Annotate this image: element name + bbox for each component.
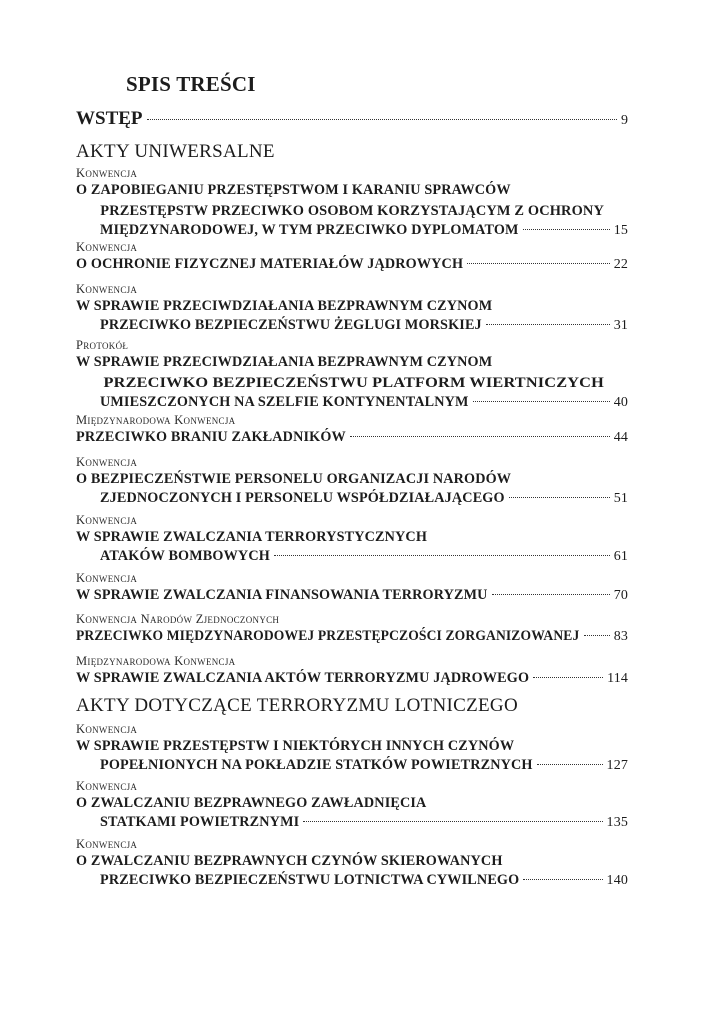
document-kind: Konwencja — [76, 571, 138, 585]
entry-title-line: W SPRAWIE ZWALCZANIA AKTÓW TERRORYZMU JĄDROWEGO — [76, 670, 530, 686]
entry-title-line: O ZWALCZANIU BEZPRAWNYCH CZYNÓW SKIEROWANYCH — [76, 853, 503, 869]
document-kind: Konwencja — [76, 779, 138, 793]
entry-title-line: UMIESZCZONYCH NA SZELFIE KONTYNENTALNYM — [100, 394, 469, 410]
toc-entry[interactable] — [76, 337, 628, 412]
dot-leader — [537, 764, 603, 765]
toc-entry[interactable] — [76, 165, 628, 240]
entry-title-line: O OCHRONIE FIZYCZNEJ MATERIAŁÓW JĄDROWYCH — [76, 256, 464, 272]
dot-leader — [584, 635, 610, 636]
page-number: 40 — [613, 395, 628, 410]
entry-title-line: PRZECIWKO BRANIU ZAKŁADNIKÓW — [76, 429, 346, 445]
entry-title-last-line — [76, 489, 628, 508]
dot-leader — [523, 229, 610, 230]
entry-title-last-line — [76, 871, 628, 890]
entry-title-line: ATAKÓW BOMBOWYCH — [100, 548, 270, 564]
document-kind: Protokół — [76, 338, 129, 352]
page-number: 70 — [613, 588, 628, 603]
entry-title-line: MIĘDZYNARODOWEJ, W TYM PRZECIWKO DYPLOMATOM — [100, 222, 519, 238]
entry-title-last-line — [76, 813, 628, 832]
page-number: 61 — [613, 549, 628, 564]
dot-leader — [523, 879, 602, 880]
toc-entry[interactable] — [76, 721, 628, 775]
entry-title-line: W SPRAWIE PRZECIWDZIAŁANIA BEZPRAWNYM CZYNOM — [76, 354, 493, 370]
page-number: 9 — [621, 113, 628, 128]
toc-entry[interactable] — [76, 778, 628, 832]
intro-label: WSTĘP — [76, 108, 143, 129]
dot-leader — [509, 497, 610, 498]
entry-title-last-line — [76, 255, 628, 274]
dot-leader — [492, 594, 610, 595]
toc-title: SPIS TREŚCI — [126, 72, 256, 96]
document-kind: Konwencja — [76, 513, 138, 527]
toc-entry[interactable] — [76, 512, 628, 566]
page-number: 15 — [613, 223, 628, 238]
section-heading: AKTY UNIWERSALNE — [76, 141, 275, 162]
section-heading: AKTY DOTYCZĄCE TERRORYZMU LOTNICZEGO — [76, 695, 518, 716]
entry-title-line: W SPRAWIE ZWALCZANIA FINANSOWANIA TERRORYZMU — [76, 587, 488, 603]
entry-title-last-line — [76, 428, 628, 447]
toc-entry-intro[interactable] — [76, 108, 628, 134]
entry-title-last-line — [76, 221, 628, 240]
toc-entry[interactable] — [76, 653, 628, 688]
entry-title-line: STATKAMI POWIETRZNYMI — [100, 814, 300, 830]
dot-leader — [274, 555, 610, 556]
entry-title-last-line — [76, 586, 628, 605]
entry-title-line: O ZAPOBIEGANIU PRZESTĘPSTWOM I KARANIU SPRAWCÓW — [76, 182, 511, 198]
dot-leader — [473, 401, 610, 402]
dot-leader — [467, 263, 610, 264]
toc-entry[interactable] — [76, 239, 628, 274]
toc-entry[interactable] — [76, 412, 628, 447]
document-kind: Konwencja — [76, 166, 138, 180]
entry-title-line: PRZECIWKO BEZPIECZEŃSTWU ŻEGLUGI MORSKIEJ — [100, 317, 482, 333]
page-number: 135 — [606, 815, 628, 830]
page-number: 44 — [613, 430, 628, 445]
dot-leader — [303, 821, 602, 822]
toc-entry[interactable] — [76, 570, 628, 605]
entry-title-line: ZJEDNOCZONYCH I PERSONELU WSPÓŁDZIAŁAJĄCEGO — [100, 490, 505, 506]
page-number: 83 — [613, 629, 628, 644]
dot-leader — [350, 436, 610, 437]
entry-title-last-line — [76, 316, 628, 335]
entry-title-last-line — [76, 669, 628, 688]
entry-title-last-line — [76, 627, 628, 646]
entry-title-line: PRZECIWKO MIĘDZYNARODOWEJ PRZESTĘPCZOŚCI ZORGANIZOWANEJ — [76, 628, 580, 644]
toc-entry[interactable] — [76, 454, 628, 508]
page-number: 31 — [613, 318, 628, 333]
entry-title-line: PRZECIWKO BEZPIECZEŃSTWU LOTNICTWA CYWILNEGO — [100, 872, 520, 888]
entry-title-line: W SPRAWIE PRZESTĘPSTW I NIEKTÓRYCH INNYCH CZYNÓW — [76, 738, 515, 754]
document-kind: Międzynarodowa Konwencja — [76, 413, 236, 427]
page-number: 114 — [607, 671, 628, 686]
dot-leader — [486, 324, 610, 325]
entry-title-line: PRZESTĘPSTW PRZECIWKO OSOBOM KORZYSTAJĄCYM Z OCHRONY — [100, 203, 604, 219]
entry-title-last-line — [76, 393, 628, 412]
entry-title-line: PRZECIWKO BEZPIECZEŃSTWU PLATFORM WIERTNICZYCH — [103, 375, 604, 391]
dot-leader — [147, 119, 617, 120]
page-number: 127 — [606, 758, 628, 773]
entry-title-line: W SPRAWIE ZWALCZANIA TERRORYSTYCZNYCH — [76, 529, 428, 545]
entry-title-last-line — [76, 547, 628, 566]
entry-title-line: POPEŁNIONYCH NA POKŁADZIE STATKÓW POWIETRZNYCH — [100, 757, 533, 773]
toc-entry[interactable] — [76, 836, 628, 890]
entry-title-line: O ZWALCZANIU BEZPRAWNEGO ZAWŁADNIĘCIA — [76, 795, 427, 811]
entry-title-line: O BEZPIECZEŃSTWIE PERSONELU ORGANIZACJI NARODÓW — [76, 471, 512, 487]
page-number: 22 — [613, 257, 628, 272]
document-kind: Konwencja Narodów Zjednoczonych — [76, 612, 280, 626]
document-kind: Konwencja — [76, 240, 138, 254]
document-kind: Konwencja — [76, 722, 138, 736]
entry-title-line: W SPRAWIE PRZECIWDZIAŁANIA BEZPRAWNYM CZYNOM — [76, 298, 493, 314]
document-kind: Konwencja — [76, 455, 138, 469]
page-number: 51 — [613, 491, 628, 506]
page-number: 140 — [606, 873, 628, 888]
entry-title-last-line — [76, 756, 628, 775]
toc-entry[interactable] — [76, 281, 628, 335]
toc-entry[interactable] — [76, 611, 628, 646]
document-kind: Konwencja — [76, 837, 138, 851]
document-kind: Konwencja — [76, 282, 138, 296]
dot-leader — [533, 677, 603, 678]
document-kind: Międzynarodowa Konwencja — [76, 654, 236, 668]
